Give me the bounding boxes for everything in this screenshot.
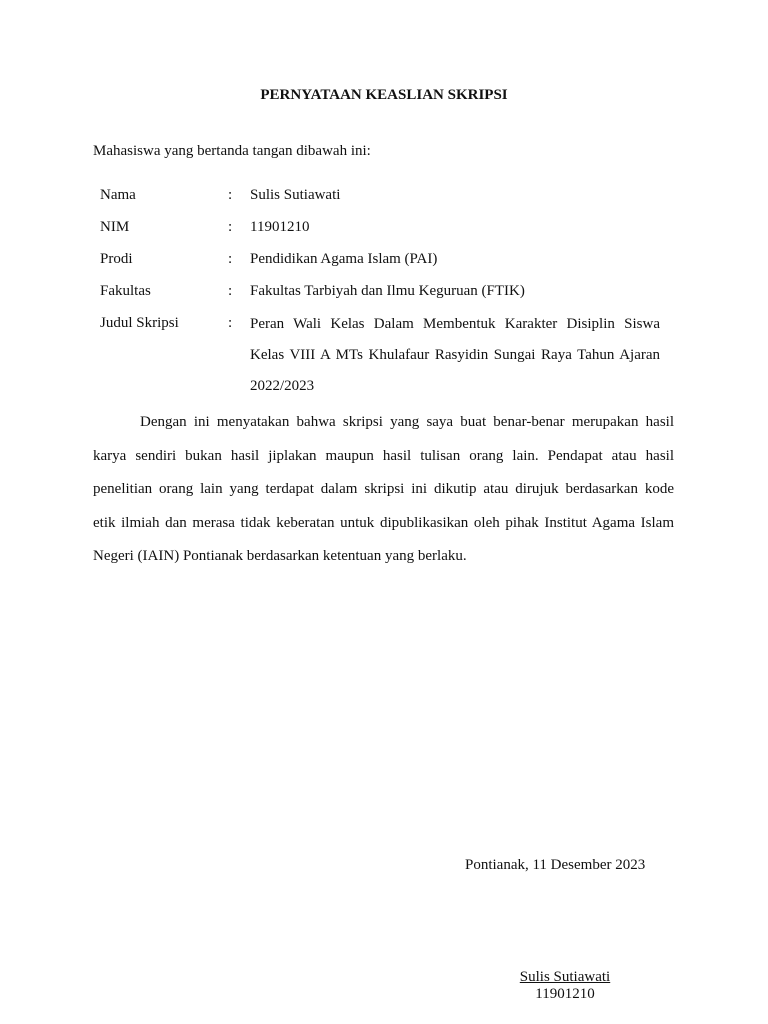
field-value: 11901210 <box>250 219 310 235</box>
field-label: Prodi <box>100 251 133 267</box>
field-colon: : <box>228 283 233 299</box>
field-colon: : <box>228 187 233 203</box>
signatory-name: Sulis Sutiawati <box>519 969 611 985</box>
thesis-title-line: 2022/2023 <box>250 378 315 394</box>
field-label: Judul Skripsi <box>100 315 179 331</box>
thesis-title-value <box>250 315 660 408</box>
statement-line: Negeri (IAIN) Pontianak berdasarkan ketentuan yang berlaku. <box>93 548 467 564</box>
place-date: Pontianak, 11 Desember 2023 <box>465 857 646 873</box>
thesis-title-line: Peran Wali Kelas Dalam Membentuk Karakter Disiplin Siswa <box>250 316 660 332</box>
field-colon: : <box>228 219 233 235</box>
field-value: Fakultas Tarbiyah dan Ilmu Keguruan (FTIK) <box>250 283 525 299</box>
field-label: NIM <box>100 219 130 235</box>
signatory-nim: 11901210 <box>535 986 595 1002</box>
field-label: Nama <box>100 187 136 203</box>
statement-line: Dengan ini menyatakan bahwa skripsi yang saya buat benar-benar merupakan hasil <box>140 414 674 430</box>
document-title: PERNYATAAN KEASLIAN SKRIPSI <box>260 87 508 103</box>
field-colon: : <box>228 315 233 331</box>
thesis-title-line: Kelas VIII A MTs Khulafaur Rasyidin Sungai Raya Tahun Ajaran <box>250 347 660 363</box>
signature-block <box>496 969 634 1003</box>
intro-text: Mahasiswa yang bertanda tangan dibawah ini: <box>93 143 371 159</box>
field-value: Pendidikan Agama Islam (PAI) <box>250 251 438 267</box>
field-value: Sulis Sutiawati <box>250 187 341 203</box>
statement-line: penelitian orang lain yang terdapat dalam skripsi ini dikutip atau dirujuk berdasarkan kode <box>93 481 674 497</box>
statement-paragraph <box>93 413 674 581</box>
field-colon: : <box>228 251 233 267</box>
statement-line: karya sendiri bukan hasil jiplakan maupun hasil tulisan orang lain. Pendapat atau hasil <box>93 447 674 464</box>
statement-line: etik ilmiah dan merasa tidak keberatan untuk dipublikasikan oleh pihak Institut Agama Islam <box>93 514 674 531</box>
field-label: Fakultas <box>100 283 151 299</box>
